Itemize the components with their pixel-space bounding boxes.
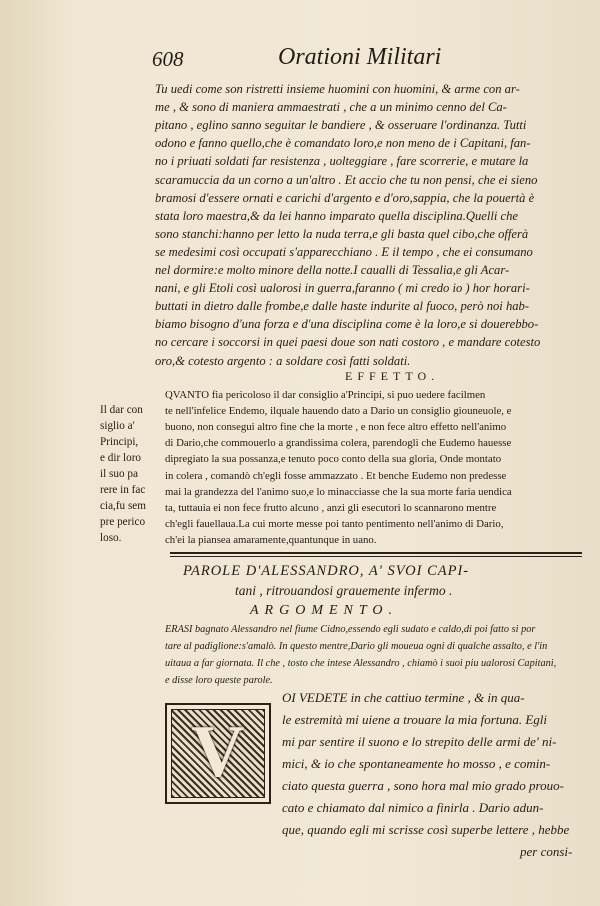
text-line: dipregiato la sua possanza,e tenuto poco conto della sua gloria, Onde montato — [165, 453, 502, 466]
text-line: oro,& cotesto argento : a soldare così fatti soldati. — [155, 353, 411, 368]
text-line: scaramuccia da un corno a un'altro . Et accio che tu non pensi, che ei sieno — [155, 172, 538, 187]
text-line: nani, e gli Etoli così ualorosi in guerra,faranno ( mi credo io ) hor horari- — [155, 281, 530, 296]
page-number: 608 — [152, 47, 184, 71]
text-line: ciato questa guerra , sono hora mal mio grado prouo- — [282, 778, 564, 793]
text-line: QVANTO fia pericoloso il dar consiglio a'Principi, si puo uedere facilmen — [165, 389, 486, 401]
text-line: odono e fanno quello,che è comandato loro,e non meno de i Capitani, fan- — [155, 136, 531, 151]
text-line: cato e chiamato dal nimico a finirla . Dario adun- — [282, 800, 544, 815]
text-line: buono, non consegui altro fine che la morte , e non fece altro effetto nell'animo — [165, 421, 507, 434]
margin-line: il suo pa — [100, 468, 138, 480]
text-line: se medesimi così occupati s'apparecchiano . E il tempo , che ei consumano — [155, 244, 533, 259]
text-line: nel dormire:e molto minore della notte.I caualli di Tessalia,e gli Acar- — [155, 263, 510, 277]
margin-line: rere in fac — [100, 484, 146, 496]
section-divider — [170, 552, 582, 554]
text-line: mici, & io che spontaneamente ho mosso , e comin- — [282, 756, 551, 771]
section-divider-thin — [170, 556, 582, 557]
text-line: uitaua a far giornata. Il che , tosto che intese Alessandro , chiamò i suoi piu ualorosi Capitani, — [165, 658, 557, 669]
text-line: di Dario,che commouerlo a grandissima colera, parendogli che Eudemo hauesse — [165, 437, 512, 450]
margin-line: Principi, — [100, 436, 139, 448]
running-title: Orationi Militari — [278, 44, 442, 70]
margin-line: loso. — [100, 532, 122, 544]
text-line: e disse loro queste parole. — [165, 675, 273, 686]
text-line: ch'ei la piansea amaramente,quantunque in uano. — [165, 533, 377, 546]
text-line: que, quando egli mi scrisse così superbe lettere , hebbe — [282, 822, 570, 837]
text-line: biamo bisogno d'una forza e d'una disciplina come è la loro,e si douerebbo- — [155, 317, 539, 332]
margin-line: cia,fu sem — [100, 500, 146, 512]
text-line: no cercare i soccorsi in quei paesi doue son nati costoro , e mandare cotesto — [155, 335, 541, 350]
text-line: bramosi d'essere ornati e carichi d'argento e d'oro,sappia, che la pouertà è — [155, 190, 535, 205]
effetto-heading: EFFETTO. — [345, 369, 440, 383]
initial-letter: V — [191, 711, 245, 793]
text-line: sono stanchi:hanno per letto la nuda terra,e gli basta quel cibo,che offerà — [155, 226, 529, 241]
margin-line: siglio a' — [100, 420, 135, 432]
text-line: Tu uedi come son ristretti insieme huomini con huomini, & arme con ar- — [155, 82, 520, 96]
text-line: pitano , eglino sanno seguitar le bandiere , & osseruare l'ordinanza. Tutti — [155, 118, 527, 133]
text-line: ERASI bagnato Alessandro nel fiume Cidno,essendo egli sudato e caldo,di poi fatto si por — [165, 624, 536, 635]
catchword: per consi- — [520, 844, 573, 859]
text-line: tare al padiglione:s'amalò. In questo mentre,Dario gli moueua ogni di qualche assalto, e l'in — [165, 641, 548, 652]
text-line: mi par sentire il suono e lo strepito delle armi de' ni- — [282, 734, 557, 749]
text-line: le estremità mi uiene a trouare la mia fortuna. Egli — [282, 712, 548, 727]
text-line: ch'egli fauellaua.La cui morte messe poi tanto pentimento nell'animo di Dario, — [165, 517, 504, 530]
argomento-heading: ARGOMENTO. — [250, 603, 399, 618]
text-line: mai la grandezza del l'animo suo,e lo minacciasse che la sua morte faria uendica — [165, 485, 512, 498]
section-title: PAROLE D'ALESSANDRO, A' SVOI CAPI- — [183, 563, 470, 579]
margin-line: Il dar con — [100, 404, 143, 416]
text-line: te nell'infelice Endemo, ilquale hauendo dato a Dario un consiglio giouneuole, e — [165, 405, 512, 418]
text-line: stata loro maestra,& da lei hanno imparato quella disciplina.Quelli che — [155, 208, 518, 223]
text-line: OI VEDETE in che cattiuo termine , & in qua- — [282, 690, 525, 705]
margin-line: e dir loro — [100, 452, 142, 464]
margin-line: pre perico — [100, 516, 146, 528]
text-line: ta, tuttauia ei non fece frutto alcuno , anzi gli esecutori lo scannarono mentre — [165, 501, 497, 514]
text-line: buttati in dietro dalle frombe,e dalle haste indurite al fuoco, però noi hab- — [155, 299, 530, 314]
text-line: in colera , comandò ch'egli fosse ammazzato . Et benche Eudemo non predesse — [165, 469, 507, 482]
text-line: me , & sono di maniera ammaestrati , che a un minimo cenno del Ca- — [155, 100, 507, 115]
text-line: no i priuati soldati far resistenza , uolteggiare , fare scorrerie, e mutare la — [155, 154, 529, 169]
decorated-initial — [165, 703, 271, 804]
section-subtitle: tani , ritrouandosi grauemente infermo . — [235, 583, 453, 598]
